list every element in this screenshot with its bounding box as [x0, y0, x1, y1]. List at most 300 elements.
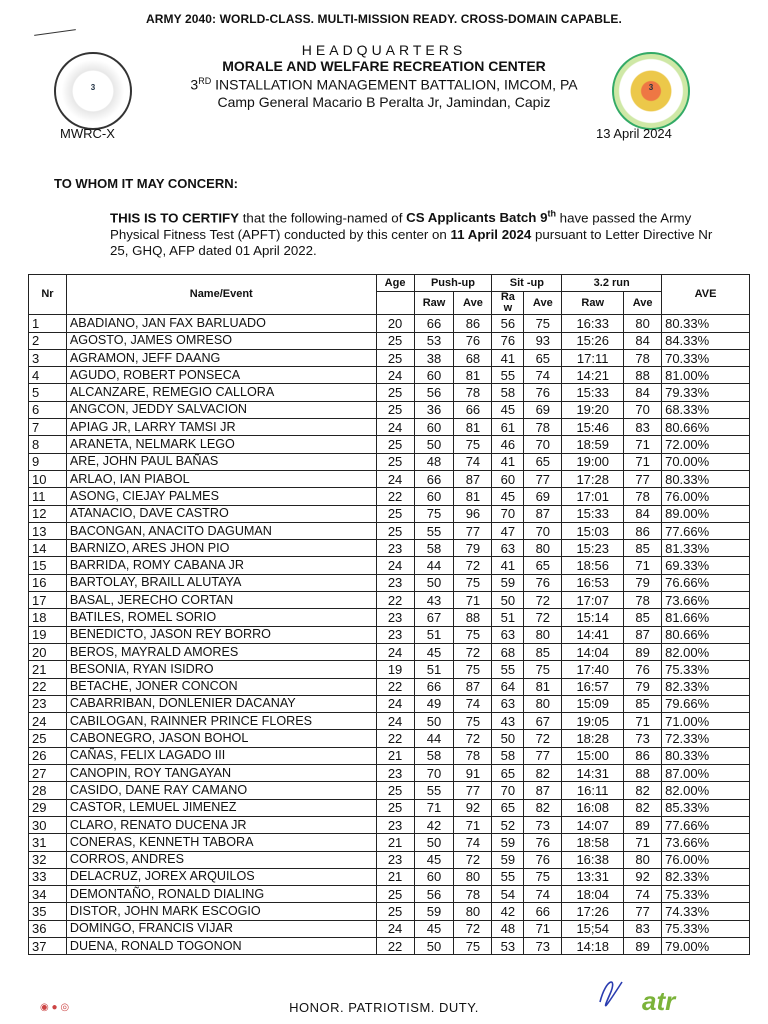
cell-nr: 24: [29, 713, 67, 730]
cell-pushup-ave: 80: [454, 868, 492, 885]
cell-run-time: 18:04: [562, 886, 624, 903]
cell-situp-ave: 77: [524, 747, 562, 764]
cell-pushup-ave: 81: [454, 367, 492, 384]
cell-run-ave: 85: [624, 540, 662, 557]
cell-run-time: 19:05: [562, 713, 624, 730]
cell-run-time: 15:46: [562, 419, 624, 436]
cell-nr: 21: [29, 661, 67, 678]
cell-average: 82.33%: [662, 678, 750, 695]
table-row: [29, 574, 750, 591]
cell-pushup-raw: 44: [414, 730, 454, 747]
cell-pushup-ave: 72: [454, 851, 492, 868]
cell-age: 24: [376, 695, 414, 712]
cell-pushup-raw: 60: [414, 868, 454, 885]
cell-age: 19: [376, 661, 414, 678]
cell-situp-raw: 64: [492, 678, 524, 695]
table-row: [29, 816, 750, 833]
cell-run-ave: 70: [624, 401, 662, 418]
cell-run-ave: 79: [624, 678, 662, 695]
cell-pushup-raw: 56: [414, 384, 454, 401]
cell-run-ave: 77: [624, 470, 662, 487]
table-row: [29, 626, 750, 643]
cell-average: 75.33%: [662, 920, 750, 937]
cell-situp-ave: 67: [524, 713, 562, 730]
cell-run-ave: 83: [624, 920, 662, 937]
cell-pushup-ave: 91: [454, 765, 492, 782]
cell-run-ave: 89: [624, 643, 662, 660]
cell-situp-raw: 76: [492, 332, 524, 349]
cell-name: CABILOGAN, RAINNER PRINCE FLORES: [66, 713, 376, 730]
cell-run-ave: 76: [624, 661, 662, 678]
cell-situp-ave: 69: [524, 488, 562, 505]
table-row: [29, 661, 750, 678]
cell-average: 81.00%: [662, 367, 750, 384]
cell-age: 25: [376, 332, 414, 349]
cell-pushup-ave: 78: [454, 384, 492, 401]
cell-average: 79.00%: [662, 937, 750, 954]
cell-situp-ave: 76: [524, 384, 562, 401]
results-body: [29, 315, 750, 955]
cell-average: 75.33%: [662, 886, 750, 903]
cell-situp-raw: 53: [492, 937, 524, 954]
cell-average: 70.00%: [662, 453, 750, 470]
cell-age: 25: [376, 349, 414, 366]
salutation: TO WHOM IT MAY CONCERN:: [54, 176, 238, 191]
cell-name: ARLAO, IAN PIABOL: [66, 470, 376, 487]
table-row: [29, 713, 750, 730]
header-pushup: Push-up: [414, 275, 492, 292]
cell-average: 72.00%: [662, 436, 750, 453]
header-pushup-ave: Ave: [454, 292, 492, 315]
cell-name: ARANETA, NELMARK LEGO: [66, 436, 376, 453]
cell-nr: 32: [29, 851, 67, 868]
cell-average: 71.00%: [662, 713, 750, 730]
cell-nr: 22: [29, 678, 67, 695]
cell-situp-raw: 60: [492, 470, 524, 487]
cell-average: 74.33%: [662, 903, 750, 920]
cell-pushup-raw: 45: [414, 851, 454, 868]
cell-run-ave: 87: [624, 626, 662, 643]
cell-run-ave: 89: [624, 816, 662, 833]
cell-situp-raw: 43: [492, 713, 524, 730]
cell-average: 72.33%: [662, 730, 750, 747]
cell-situp-ave: 75: [524, 315, 562, 332]
cell-situp-ave: 76: [524, 574, 562, 591]
cell-run-ave: 78: [624, 349, 662, 366]
table-row: [29, 782, 750, 799]
cell-situp-ave: 72: [524, 730, 562, 747]
header-situp-raw: Ra w: [492, 292, 524, 315]
cell-run-time: 14:31: [562, 765, 624, 782]
header-situp-ave: Ave: [524, 292, 562, 315]
table-row: [29, 609, 750, 626]
cell-run-ave: 80: [624, 315, 662, 332]
cell-situp-ave: 74: [524, 886, 562, 903]
cell-pushup-ave: 79: [454, 540, 492, 557]
cell-age: 21: [376, 834, 414, 851]
cell-pushup-raw: 45: [414, 643, 454, 660]
cell-pushup-ave: 75: [454, 574, 492, 591]
cell-average: 80.66%: [662, 419, 750, 436]
cell-pushup-ave: 86: [454, 315, 492, 332]
cell-nr: 2: [29, 332, 67, 349]
cell-run-ave: 84: [624, 332, 662, 349]
cell-situp-ave: 72: [524, 609, 562, 626]
table-row: [29, 470, 750, 487]
cell-average: 79.33%: [662, 384, 750, 401]
table-row: [29, 868, 750, 885]
cell-name: BARNIZO, ARES JHON PIO: [66, 540, 376, 557]
cell-pushup-raw: 50: [414, 436, 454, 453]
seal-label: 3: [90, 83, 96, 92]
cell-situp-ave: 81: [524, 678, 562, 695]
cell-nr: 28: [29, 782, 67, 799]
cell-name: ARE, JOHN PAUL BAÑAS: [66, 453, 376, 470]
cell-run-time: 18:59: [562, 436, 624, 453]
table-row: [29, 315, 750, 332]
cell-situp-raw: 54: [492, 886, 524, 903]
cell-age: 24: [376, 713, 414, 730]
header-nr: Nr: [29, 275, 67, 315]
partner-seals-icon: ◉ ● ◎: [40, 1002, 70, 1013]
header-ave: AVE: [662, 275, 750, 315]
cell-age: 21: [376, 747, 414, 764]
apft-results-table: [28, 274, 750, 955]
army-motto: ARMY 2040: WORLD-CLASS. MULTI-MISSION READY. CROSS-DOMAIN CAPABLE.: [146, 12, 622, 26]
cell-age: 25: [376, 436, 414, 453]
cell-pushup-raw: 50: [414, 574, 454, 591]
cell-average: 80.33%: [662, 315, 750, 332]
table-row: [29, 851, 750, 868]
cell-average: 76.00%: [662, 851, 750, 868]
cell-run-ave: 88: [624, 765, 662, 782]
cell-pushup-raw: 55: [414, 522, 454, 539]
table-row: [29, 505, 750, 522]
cell-pushup-ave: 75: [454, 661, 492, 678]
header-situp: Sit -up: [492, 275, 562, 292]
cell-nr: 5: [29, 384, 67, 401]
table-row: [29, 592, 750, 609]
cell-pushup-ave: 76: [454, 332, 492, 349]
cell-nr: 14: [29, 540, 67, 557]
cell-situp-ave: 65: [524, 557, 562, 574]
cell-run-time: 17:40: [562, 661, 624, 678]
cell-age: 22: [376, 730, 414, 747]
header-age: Age: [376, 275, 414, 292]
cell-nr: 29: [29, 799, 67, 816]
cell-nr: 18: [29, 609, 67, 626]
table-row: [29, 540, 750, 557]
cell-situp-ave: 71: [524, 920, 562, 937]
cell-run-time: 14:41: [562, 626, 624, 643]
table-row: [29, 349, 750, 366]
cell-age: 22: [376, 937, 414, 954]
cell-pushup-raw: 70: [414, 765, 454, 782]
cell-pushup-ave: 96: [454, 505, 492, 522]
cell-run-ave: 92: [624, 868, 662, 885]
cell-name: DEMONTAÑO, RONALD DIALING: [66, 886, 376, 903]
cell-name: ASONG, CIEJAY PALMES: [66, 488, 376, 505]
cell-run-time: 15:33: [562, 384, 624, 401]
cell-pushup-ave: 74: [454, 834, 492, 851]
cell-pushup-raw: 53: [414, 332, 454, 349]
table-row: [29, 695, 750, 712]
cell-run-time: 19:00: [562, 453, 624, 470]
cell-situp-raw: 55: [492, 367, 524, 384]
cell-run-ave: 71: [624, 453, 662, 470]
cell-run-ave: 74: [624, 886, 662, 903]
cell-nr: 20: [29, 643, 67, 660]
cell-age: 23: [376, 574, 414, 591]
cell-average: 75.33%: [662, 661, 750, 678]
cell-situp-ave: 78: [524, 419, 562, 436]
cell-situp-raw: 58: [492, 747, 524, 764]
cell-name: AGUDO, ROBERT PONSECA: [66, 367, 376, 384]
cell-pushup-ave: 88: [454, 609, 492, 626]
cell-nr: 35: [29, 903, 67, 920]
cell-pushup-raw: 75: [414, 505, 454, 522]
cell-average: 76.66%: [662, 574, 750, 591]
cell-pushup-ave: 87: [454, 678, 492, 695]
cell-run-time: 15:09: [562, 695, 624, 712]
header-run-raw: Raw: [562, 292, 624, 315]
certification-paragraph: THIS IS TO CERTIFY that the following-named of CS Applicants Batch 9th have passed the Army Physical Fitness Test (APFT) conducted by this center on 11 April 2024 pursuant to Letter Directive Nr 25, GHQ, AFP dated 01 April 2022.: [110, 209, 713, 259]
table-row: [29, 419, 750, 436]
cell-run-ave: 86: [624, 522, 662, 539]
battalion-name: 3RD INSTALLATION MANAGEMENT BATTALION, IMCOM, PA: [190, 76, 578, 93]
cell-pushup-raw: 50: [414, 937, 454, 954]
cell-pushup-raw: 36: [414, 401, 454, 418]
cell-average: 87.00%: [662, 765, 750, 782]
cell-run-ave: 71: [624, 436, 662, 453]
cell-pushup-ave: 74: [454, 695, 492, 712]
cell-situp-raw: 55: [492, 661, 524, 678]
seal-label: 3: [648, 83, 654, 92]
cell-run-ave: 84: [624, 384, 662, 401]
cell-pushup-raw: 59: [414, 903, 454, 920]
cell-situp-raw: 65: [492, 765, 524, 782]
cell-pushup-raw: 60: [414, 488, 454, 505]
cell-situp-ave: 77: [524, 470, 562, 487]
cell-name: BARTOLAY, BRAILL ALUTAYA: [66, 574, 376, 591]
cell-nr: 30: [29, 816, 67, 833]
cell-name: ABADIANO, JAN FAX BARLUADO: [66, 315, 376, 332]
cell-name: ALCANZARE, REMEGIO CALLORA: [66, 384, 376, 401]
cell-pushup-ave: 72: [454, 730, 492, 747]
cell-run-time: 16:11: [562, 782, 624, 799]
cell-situp-raw: 59: [492, 851, 524, 868]
cell-situp-ave: 72: [524, 592, 562, 609]
cell-run-time: 17:07: [562, 592, 624, 609]
cell-nr: 19: [29, 626, 67, 643]
cell-situp-raw: 63: [492, 540, 524, 557]
cell-pushup-ave: 75: [454, 937, 492, 954]
cell-pushup-ave: 77: [454, 522, 492, 539]
cell-nr: 13: [29, 522, 67, 539]
cell-average: 80.33%: [662, 747, 750, 764]
cell-situp-ave: 70: [524, 436, 562, 453]
cell-name: CASTOR, LEMUEL JIMENEZ: [66, 799, 376, 816]
cell-run-ave: 83: [624, 419, 662, 436]
cell-pushup-ave: 66: [454, 401, 492, 418]
cell-situp-raw: 45: [492, 401, 524, 418]
cell-pushup-raw: 71: [414, 799, 454, 816]
cell-pushup-ave: 72: [454, 643, 492, 660]
cell-pushup-raw: 60: [414, 367, 454, 384]
cell-run-time: 15:00: [562, 747, 624, 764]
cell-run-ave: 85: [624, 609, 662, 626]
cell-age: 24: [376, 920, 414, 937]
cell-pushup-raw: 66: [414, 315, 454, 332]
cell-name: APIAG JR, LARRY TAMSI JR: [66, 419, 376, 436]
header-name: Name/Event: [66, 275, 376, 315]
cell-name: BENEDICTO, JASON REY BORRO: [66, 626, 376, 643]
cell-age: 23: [376, 609, 414, 626]
cell-age: 22: [376, 592, 414, 609]
cell-age: 22: [376, 488, 414, 505]
cell-situp-ave: 75: [524, 661, 562, 678]
cell-pushup-raw: 48: [414, 453, 454, 470]
cell-run-time: 15:23: [562, 540, 624, 557]
cell-name: ANGCON, JEDDY SALVACION: [66, 401, 376, 418]
cell-run-time: 15:26: [562, 332, 624, 349]
cell-age: 25: [376, 799, 414, 816]
cell-run-ave: 71: [624, 834, 662, 851]
cell-pushup-ave: 74: [454, 453, 492, 470]
cell-run-time: 17:28: [562, 470, 624, 487]
cell-pushup-ave: 72: [454, 920, 492, 937]
table-row: [29, 747, 750, 764]
cell-situp-ave: 73: [524, 816, 562, 833]
cell-run-ave: 86: [624, 747, 662, 764]
cell-situp-raw: 48: [492, 920, 524, 937]
cell-name: BACONGAN, ANACITO DAGUMAN: [66, 522, 376, 539]
cell-name: DISTOR, JOHN MARK ESCOGIO: [66, 903, 376, 920]
cell-run-ave: 80: [624, 851, 662, 868]
cell-nr: 36: [29, 920, 67, 937]
table-row: [29, 920, 750, 937]
cell-situp-raw: 46: [492, 436, 524, 453]
cell-situp-raw: 70: [492, 505, 524, 522]
cell-pushup-raw: 60: [414, 419, 454, 436]
cell-situp-ave: 87: [524, 782, 562, 799]
cell-age: 25: [376, 453, 414, 470]
cell-run-time: 17:11: [562, 349, 624, 366]
cell-pushup-raw: 56: [414, 886, 454, 903]
cell-situp-raw: 55: [492, 868, 524, 885]
cell-situp-raw: 50: [492, 730, 524, 747]
cell-name: DUENA, RONALD TOGONON: [66, 937, 376, 954]
table-row: [29, 937, 750, 954]
cell-name: CAÑAS, FELIX LAGADO III: [66, 747, 376, 764]
cell-pushup-raw: 66: [414, 470, 454, 487]
header-run: 3.2 run: [562, 275, 662, 292]
cell-pushup-raw: 42: [414, 816, 454, 833]
cell-nr: 3: [29, 349, 67, 366]
table-row: [29, 436, 750, 453]
cell-situp-raw: 63: [492, 626, 524, 643]
cell-name: CASIDO, DANE RAY CAMANO: [66, 782, 376, 799]
cell-pushup-ave: 81: [454, 419, 492, 436]
cell-age: 25: [376, 401, 414, 418]
cell-name: AGRAMON, JEFF DAANG: [66, 349, 376, 366]
cell-average: 85.33%: [662, 799, 750, 816]
cell-age: 23: [376, 765, 414, 782]
cell-average: 89.00%: [662, 505, 750, 522]
cell-situp-raw: 47: [492, 522, 524, 539]
cell-run-time: 17:26: [562, 903, 624, 920]
cell-run-time: 16:08: [562, 799, 624, 816]
table-row: [29, 765, 750, 782]
headquarters-title: HEADQUARTERS: [301, 42, 467, 58]
cell-run-time: 16:33: [562, 315, 624, 332]
cell-name: AGOSTO, JAMES OMRESO: [66, 332, 376, 349]
cell-average: 81.33%: [662, 540, 750, 557]
footer-motto: HONOR. PATRIOTISM. DUTY.: [289, 1000, 479, 1015]
cell-name: CANOPIN, ROY TANGAYAN: [66, 765, 376, 782]
cell-run-time: 19:20: [562, 401, 624, 418]
cell-situp-raw: 70: [492, 782, 524, 799]
cell-situp-raw: 42: [492, 903, 524, 920]
cell-name: CORROS, ANDRES: [66, 851, 376, 868]
cell-name: DOMINGO, FRANCIS VIJAR: [66, 920, 376, 937]
cell-pushup-raw: 50: [414, 834, 454, 851]
cell-nr: 1: [29, 315, 67, 332]
cell-situp-raw: 59: [492, 574, 524, 591]
cell-run-time: 14:07: [562, 816, 624, 833]
cell-run-time: 18:56: [562, 557, 624, 574]
cell-situp-ave: 85: [524, 643, 562, 660]
table-row: [29, 643, 750, 660]
cell-nr: 12: [29, 505, 67, 522]
cell-run-ave: 84: [624, 505, 662, 522]
cell-pushup-ave: 81: [454, 488, 492, 505]
cell-pushup-ave: 75: [454, 626, 492, 643]
table-row: [29, 799, 750, 816]
document-date: 13 April 2024: [596, 126, 672, 141]
cell-nr: 27: [29, 765, 67, 782]
cell-nr: 15: [29, 557, 67, 574]
cell-run-ave: 85: [624, 695, 662, 712]
cell-situp-raw: 45: [492, 488, 524, 505]
cell-run-ave: 78: [624, 488, 662, 505]
cell-name: CABONEGRO, JASON BOHOL: [66, 730, 376, 747]
cell-run-ave: 78: [624, 592, 662, 609]
cell-age: 21: [376, 868, 414, 885]
cell-pushup-ave: 68: [454, 349, 492, 366]
cell-situp-raw: 61: [492, 419, 524, 436]
cell-run-time: 15;54: [562, 920, 624, 937]
cell-run-time: 18:58: [562, 834, 624, 851]
cell-average: 82.33%: [662, 868, 750, 885]
cell-pushup-ave: 87: [454, 470, 492, 487]
cell-situp-raw: 56: [492, 315, 524, 332]
cell-run-ave: 89: [624, 937, 662, 954]
table-row: [29, 522, 750, 539]
cell-pushup-raw: 49: [414, 695, 454, 712]
cell-pushup-raw: 43: [414, 592, 454, 609]
cell-nr: 4: [29, 367, 67, 384]
cell-average: 82.00%: [662, 643, 750, 660]
cell-average: 77.66%: [662, 816, 750, 833]
cell-age: 25: [376, 522, 414, 539]
cell-nr: 11: [29, 488, 67, 505]
table-row: [29, 903, 750, 920]
cell-run-ave: 88: [624, 367, 662, 384]
cell-age: 24: [376, 643, 414, 660]
cell-pushup-raw: 51: [414, 626, 454, 643]
table-row: [29, 678, 750, 695]
